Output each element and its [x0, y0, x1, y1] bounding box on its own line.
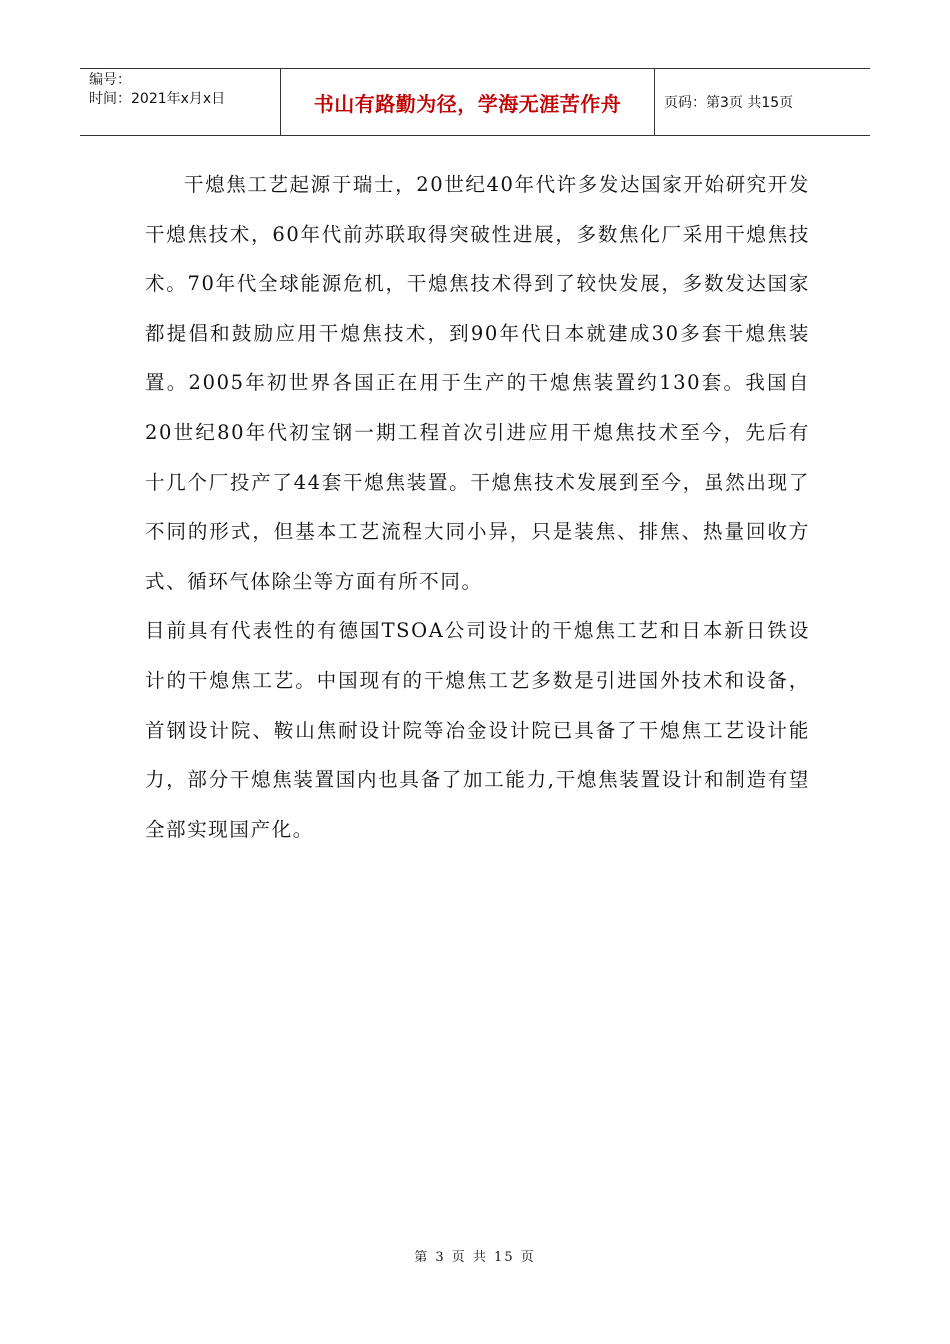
header-page-info: 页码：第3页 共15页: [664, 95, 794, 111]
body-paragraph-1: 干熄焦工艺起源于瑞士，20世纪40年代许多发达国家开始研究开发干熄焦技术，60年代前苏联取得突破性进展，多数焦化厂采用干熄焦技术。70年代全球能源危机，干熄焦技术得到了较快发展，多数发达国家都提倡和鼓励应用干熄焦技术，到90年代日本就建成30多套干熄焦装置。2005年初世界各国正在用于生产的干熄焦装置约130套。我国自20世纪80年代初宝钢一期工程首次引进应用干熄焦技术至今，先后有十几个厂投产了44套干熄焦装置。干熄焦技术发展到至今，虽然出现了不同的形式，但基本工艺流程大同小异，只是装焦、排焦、热量回收方式、循环气体除尘等方面有所不同。: [145, 173, 810, 593]
header-meta: [80, 69, 281, 135]
header-motto: 书山有路勤为径，学海无涯苦作舟: [281, 69, 655, 135]
document-number-label: 编号：: [89, 72, 131, 88]
page-footer: 第 3 页 共 15 页: [414, 1250, 536, 1265]
page-header: [80, 68, 870, 136]
body-paragraph-2: 目前具有代表性的有德国TSOA公司设计的干熄焦工艺和日本新日铁设计的干熄焦工艺。中国现有的干熄焦工艺多数是引进国外技术和设备，首钢设计院、鞍山焦耐设计院等冶金设计院已具备了干熄焦工艺设计能力，部分干熄焦装置国内也具备了加工能力,干熄焦装置设计和制造有望全部实现国产化。: [145, 619, 810, 841]
document-body: [145, 160, 810, 854]
document-date: 时间：2021年x月x日: [89, 91, 226, 107]
